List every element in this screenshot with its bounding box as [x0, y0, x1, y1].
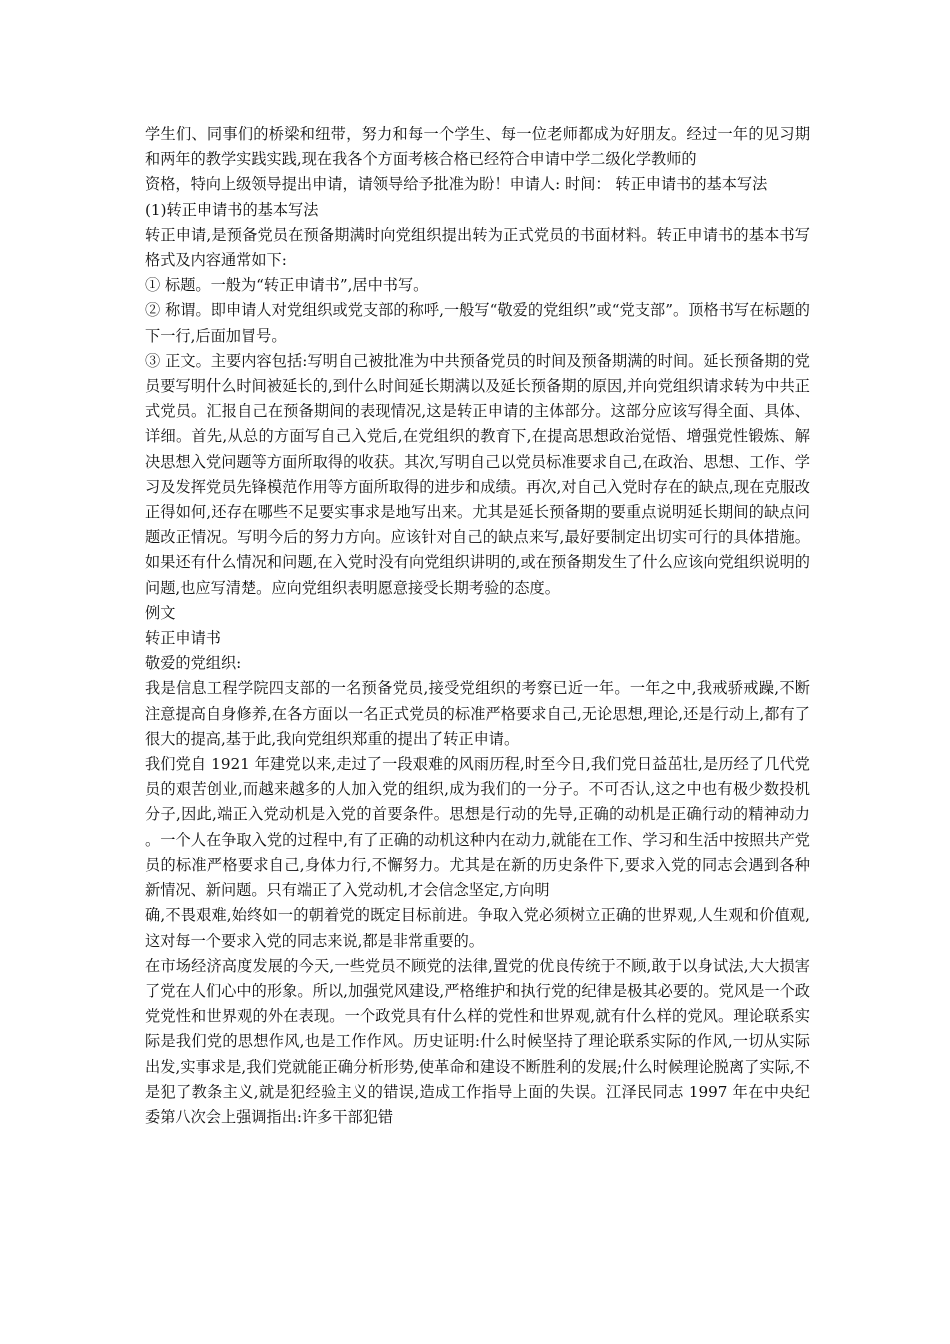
document-body — [145, 122, 810, 1130]
paragraph: 学生们、同事们的桥梁和纽带，努力和每一个学生、每一位老师都成为好朋友。经过一年的见习期和两年的教学实践实践,现在我各个方面考核合格已经符合申请中学二级化学教师的 — [145, 125, 810, 169]
list-item: ② 称谓。即申请人对党组织或党支部的称呼,一般写“敬爱的党组织”或“党支部”。顶格书写在标题的下一行,后面加冒号。 — [145, 301, 810, 345]
salutation: 敬爱的党组织: — [145, 654, 242, 673]
section-heading: (1)转正申请书的基本写法 — [145, 200, 319, 219]
paragraph: 在市场经济高度发展的今天,一些党员不顾党的法律,置党的优良传统于不顾,敢于以身试法,大大损害了党在人们心中的形象。所以,加强党风建设,严格维护和执行党的纪律是极其必要的。党风是一个政党党性和世界观的外在表现。一个政党具有什么样的党性和世界观,就有什么样的党风。理论联系实际是我们党的思想作风,也是工作作风。历史证明:什么时候坚持了理论联系实际的作风,一切从实际出发,实事求是,我们党就能正确分析形势,使革命和建设不断胜利的发展;什么时候理论脱离了实际,不是犯了教条主义,就是犯经验主义的错误,造成工作指导上面的失误。江泽民同志 1997 年在中央纪委第八次会上强调指出:许多干部犯错 — [145, 956, 810, 1126]
paragraph: 资格，特向上级领导提出申请，请领导给予批准为盼！申请人: 时间： 转正申请书的基本写法 — [145, 175, 768, 194]
list-item: ③ 正文。主要内容包括:写明自己被批准为中共预备党员的时间及预备期满的时间。延长预备期的党员要写明什么时间被延长的,到什么时间延长期满以及延长预备期的原因,并向党组织请求转为中共正式党员。汇报自己在预备期间的表现情况,这是转正申请的主体部分。这部分应该写得全面、具体、详细。首先,从总的方面写自己入党后,在党组织的教育下,在提高思想政治觉悟、增强党性锻炼、解决思想入党问题等方面所取得的收获。其次,写明自己以党员标准要求自己,在政治、思想、工作、学习及发挥党员先锋模范作用等方面所取得的进步和成绩。再次,对自己入党时存在的缺点,现在克服改正得如何,还存在哪些不足要实事求是地写出来。尤其是延长预备期的要重点说明延长期间的缺点问题改正情况。写明今后的努力方向。应该针对自己的缺点来写,最好要制定出切实可行的具体措施。如果还有什么情况和问题,在入党时没有向党组织讲明的,或在预备期发生了什么应该向党组织说明的问题,也应写清楚。应向党组织表明愿意接受长期考验的态度。 — [145, 351, 810, 597]
example-label: 例文 — [145, 603, 176, 622]
paragraph: 转正申请,是预备党员在预备期满时向党组织提出转为正式党员的书面材料。转正申请书的基本书写格式及内容通常如下: — [145, 225, 810, 270]
paragraph: 我是信息工程学院四支部的一名预备党员,接受党组织的考察已近一年。一年之中,我戒骄戒躁,不断注意提高自身修养,在各方面以一名正式党员的标准严格要求自己,无论思想,理论,还是行动上,都有了很大的提高,基于此,我向党组织郑重的提出了转正申请。 — [145, 679, 810, 748]
paragraph: 确,不畏艰难,始终如一的朝着党的既定目标前进。争取入党必须树立正确的世界观,人生观和价值观,这对每一个要求入党的同志来说,都是非常重要的。 — [145, 906, 810, 950]
paragraph: 我们党自 1921 年建党以来,走过了一段艰难的风雨历程,时至今日,我们党日益茁壮,是历经了几代党员的艰苦创业,而越来越多的人加入党的组织,成为我们的一分子。不可否认,这之中也有极少数投机分子,因此,端正入党动机是入党的首要条件。思想是行动的先导,正确的动机是正确行动的精神动力。一个人在争取入党的过程中,有了正确的动机这种内在动力,就能在工作、学习和生活中按照共产党员的标准严格要求自己,身体力行,不懈努力。尤其是在新的历史条件下,要求入党的同志会遇到各种新情况、新问题。只有端正了入党动机,才会信念坚定,方向明 — [145, 755, 810, 900]
list-item: ① 标题。一般为“转正申请书”,居中书写。 — [145, 276, 429, 295]
example-title: 转正申请书 — [145, 629, 221, 648]
